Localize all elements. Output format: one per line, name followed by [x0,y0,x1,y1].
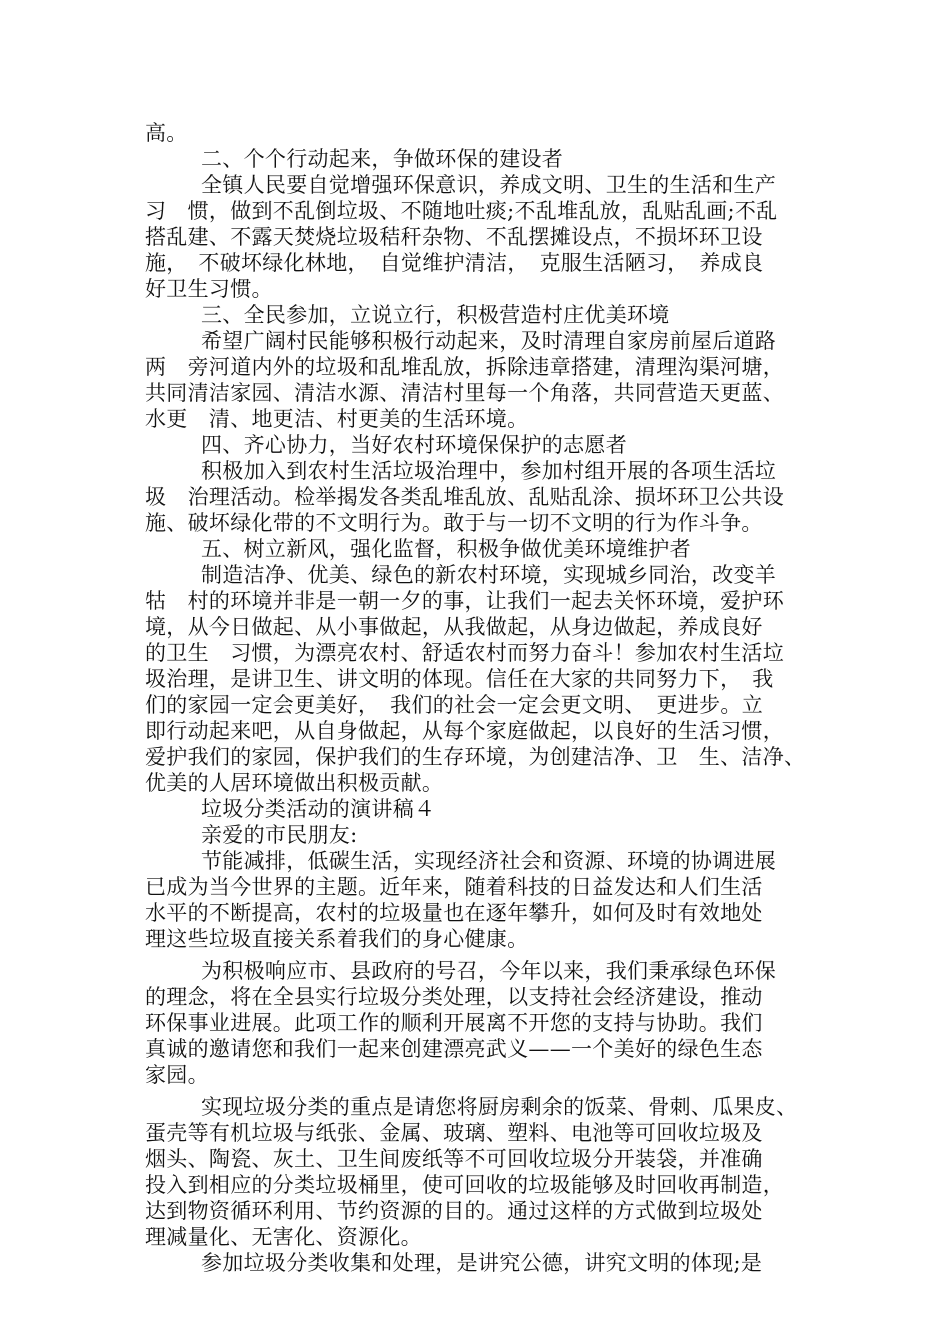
text-line: 水更 清、地更洁、村更美的生活环境。 [145,407,529,431]
text-line: 两 旁河道内外的垃圾和乱堆乱放，拆除违章搭建，清理沟渠河塘， [145,355,784,379]
text-line: 为积极响应市、县政府的号召，今年以来，我们秉承绿色环保 [201,959,777,983]
text-line: 真诚的邀请您和我们一起来创建漂亮武义——一个美好的绿色生态 [145,1037,763,1061]
text-line: 水平的不断提高，农村的垃圾量也在逐年攀升，如何及时有效地处 [145,901,763,925]
text-line: 的卫生 习惯，为漂亮农村、舒适农村而努力奋斗！参加农村生活垃 [145,641,784,665]
text-line: 施、破坏绿化带的不文明行为。敢于与一切不文明的行为作斗争。 [145,511,763,535]
text-line: 理这些垃圾直接关系着我们的身心健康。 [145,927,529,951]
text-line: 施， 不破坏绿化林地， 自觉维护清洁， 克服生活陋习， 养成良 [145,251,764,275]
text-line: 节能减排，低碳生活，实现经济社会和资源、环境的协调进展 [201,849,777,873]
text-line: 搭乱建、不露天焚烧垃圾秸秆杂物、不乱摆摊设点，不损坏环卫设 [145,225,763,249]
text-line: 参加垃圾分类收集和处理，是讲究公德，讲究文明的体现;是 [201,1251,763,1275]
text-line: 好卫生习惯。 [145,277,273,301]
text-line: 们的家园一定会更美好， 我们的社会一定会更文明、 更进步。立 [145,693,763,717]
document-page [145,120,825,1276]
text-line: 牯 村的环境并非是一朝一夕的事，让我们一起去关怀环境，爱护环 [145,589,784,613]
text-line: 全镇人民要自觉增强环保意识，养成文明、卫生的生活和生产 [201,173,777,197]
text-line: 实现垃圾分类的重点是请您将厨房剩余的饭菜、骨刺、瓜果皮、 [201,1095,798,1119]
text-line: 家园。 [145,1063,209,1087]
text-line: 习 惯，做到不乱倒垃圾、不随地吐痰;不乱堆乱放，乱贴乱画;不乱 [145,199,778,223]
text-line: 四、齐心协力，当好农村环境保保护的志愿者 [201,433,627,457]
text-line: 即行动起来吧，从自身做起，从每个家庭做起，以良好的生活习惯， [145,719,784,743]
text-line: 五、树立新风，强化监督，积极争做优美环境维护者 [201,537,691,561]
text-line: 垃圾分类活动的演讲稿４ [201,797,436,821]
text-line: 烟头、陶瓷、灰土、卫生间废纸等不可回收垃圾分开装袋，并准确 [145,1147,763,1171]
text-line: 希望广阔村民能够积极行动起来，及时清理自家房前屋后道路 [201,329,777,353]
text-line: 蛋壳等有机垃圾与纸张、金属、玻璃、塑料、电池等可回收垃圾及 [145,1121,763,1145]
text-line: 共同清洁家园、清洁水源、清洁村里每一个角落，共同营造天更蓝、 [145,381,784,405]
text-line: 三、全民参加，立说立行，积极营造村庄优美环境 [201,303,670,327]
text-line: 积极加入到农村生活垃圾治理中，参加村组开展的各项生活垃 [201,459,777,483]
text-line: 圾 治理活动。检举揭发各类乱堆乱放、乱贴乱涂、损坏环卫公共设 [145,485,784,509]
text-line: 境，从今日做起、从小事做起，从我做起，从身边做起，养成良好 [145,615,763,639]
text-line: 投入到相应的分类垃圾桶里，使可回收的垃圾能够及时回收再制造， [145,1173,784,1197]
text-line: 理减量化、无害化、资源化。 [145,1225,422,1249]
text-line: 制造洁净、优美、绿色的新农村环境，实现城乡同治，改变羊 [201,563,777,587]
text-line: 的理念，将在全县实行垃圾分类处理，以支持社会经济建设，推动 [145,985,763,1009]
text-line: 已成为当今世界的主题。近年来，随着科技的日益发达和人们生活 [145,875,763,899]
text-line: 优美的人居环境做出积极贡献。 [145,771,444,795]
text-line: 达到物资循环利用、节约资源的目的。通过这样的方式做到垃圾处 [145,1199,763,1223]
text-line: 爱护我们的家园，保护我们的生存环境，为创建洁净、卫 生、洁净、 [145,745,806,769]
text-line: 二、个个行动起来，争做环保的建设者 [201,147,564,171]
text-line: 高。 [145,121,188,145]
text-line: 环保事业进展。此项工作的顺利开展离不开您的支持与协助。我们 [145,1011,763,1035]
text-line: 亲爱的市民朋友: [201,823,358,847]
text-line: 圾治理，是讲卫生、讲文明的体现。信任在大家的共同努力下， 我 [145,667,774,691]
